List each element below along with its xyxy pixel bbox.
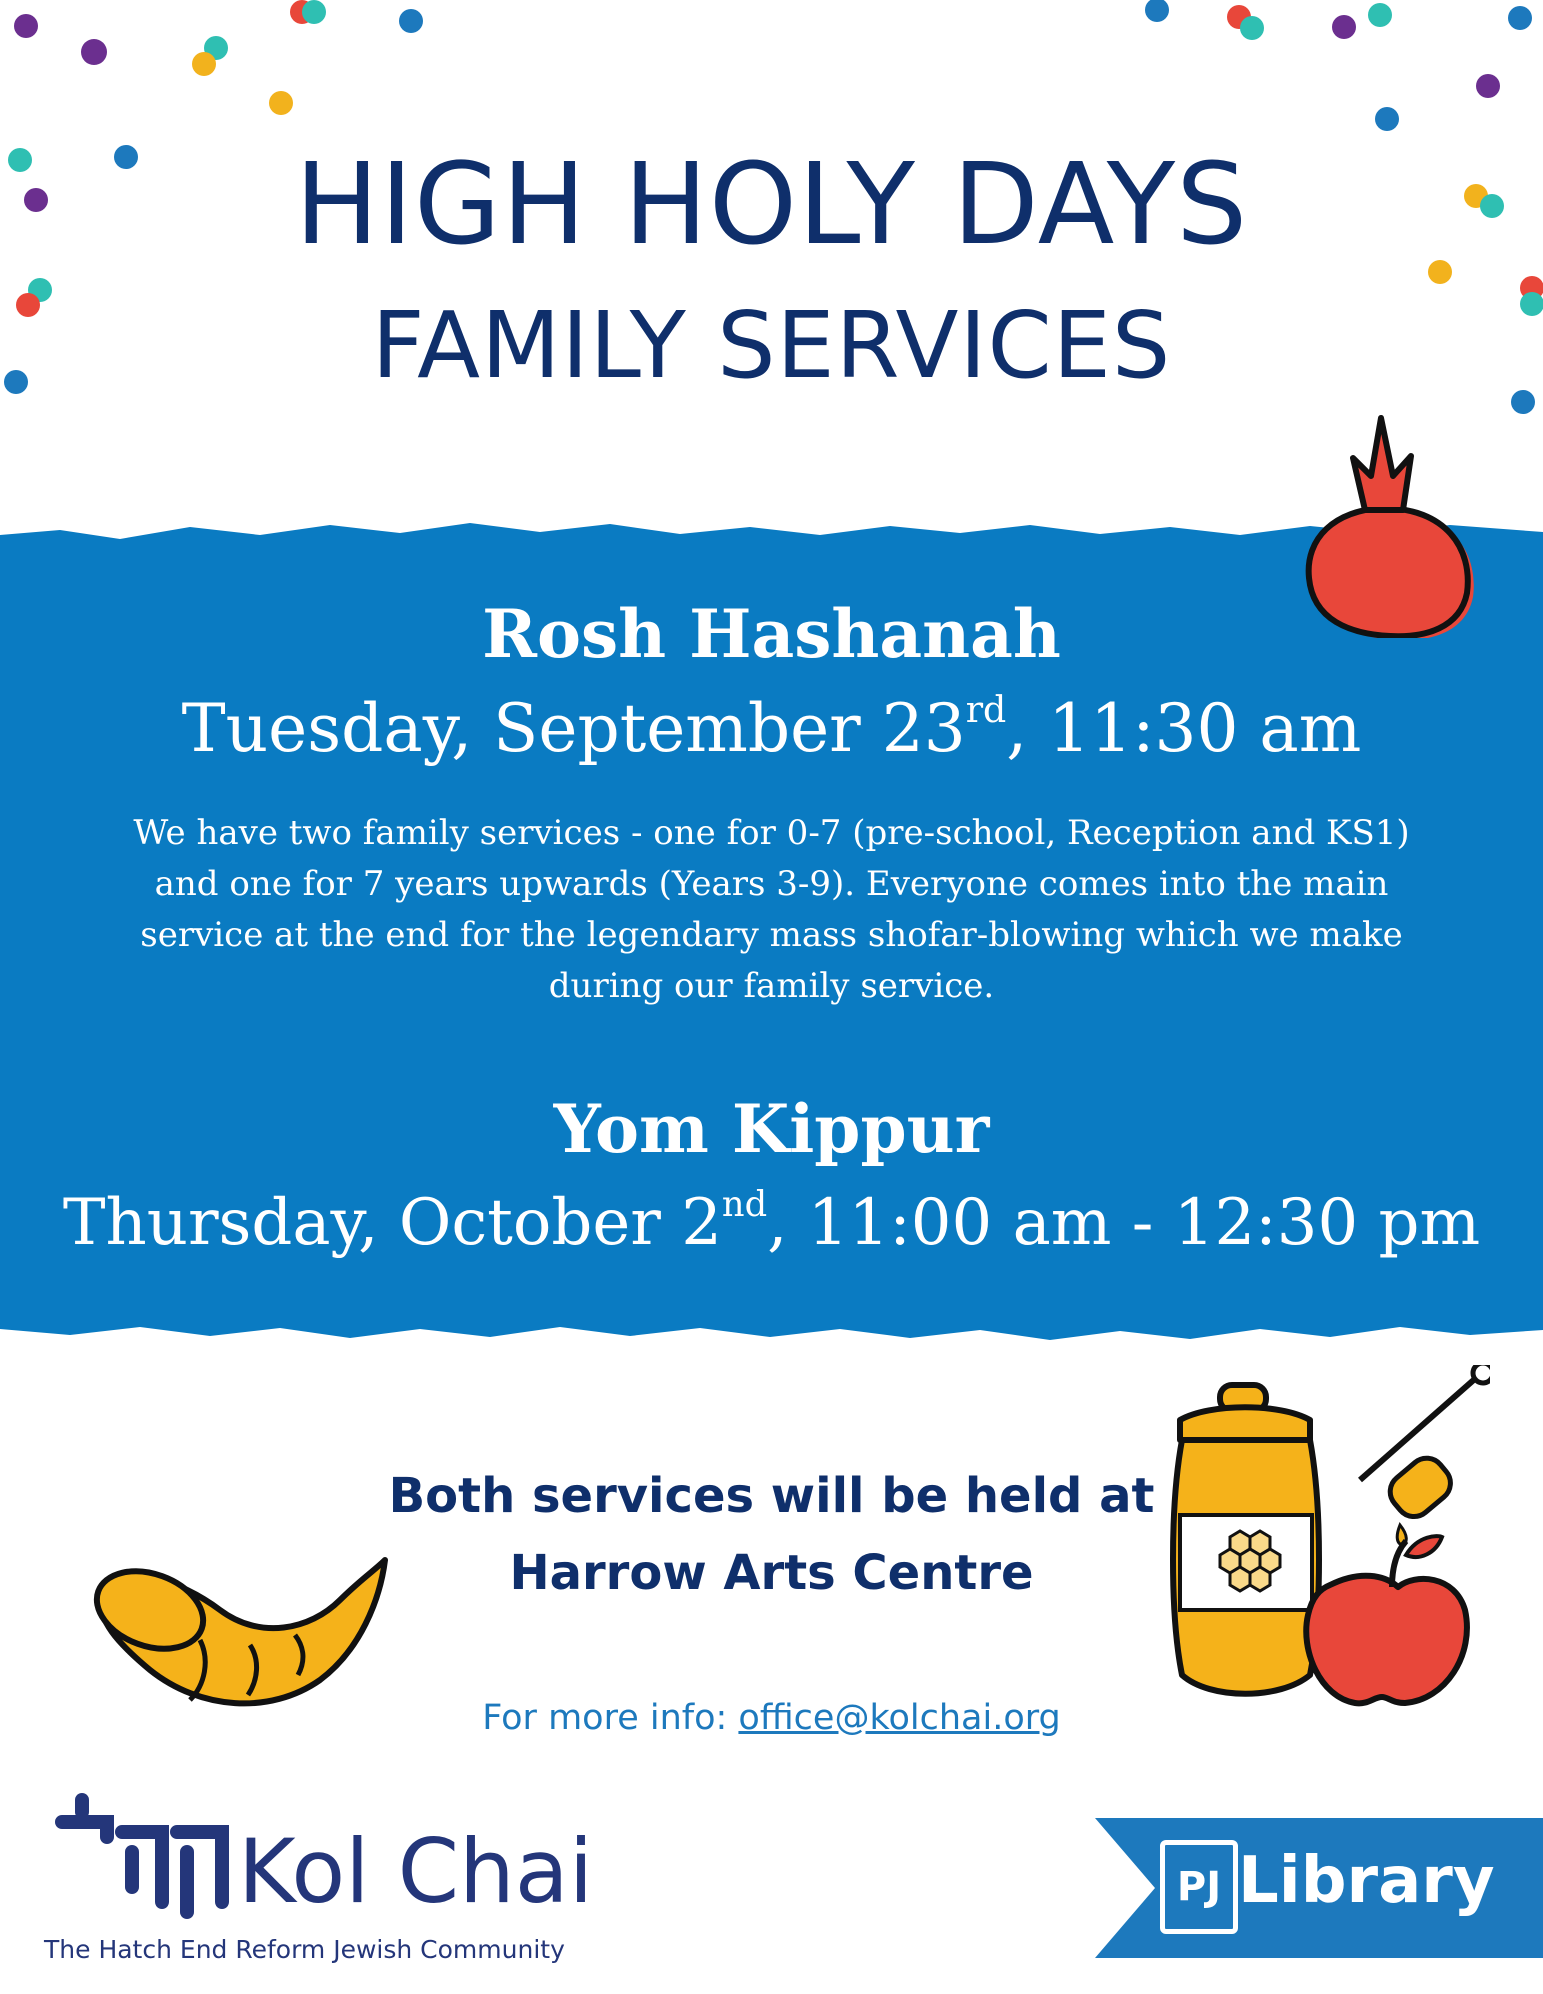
yom-kippur-date-main: Thursday, October 2 (62, 1186, 722, 1260)
kol-chai-tagline: The Hatch End Reform Jewish Community (44, 1935, 565, 1964)
kol-chai-logo-name: Kol Chai (238, 1820, 594, 1923)
yom-kippur-date-suffix: nd (721, 1183, 768, 1225)
venue-line-1: Both services will be held at (388, 1468, 1155, 1524)
pj-library-text: Library (1238, 1844, 1495, 1918)
yom-kippur-date (0, 1183, 1543, 1260)
more-info (0, 1698, 1543, 1738)
rosh-hashanah-title: Rosh Hashanah (482, 595, 1061, 673)
more-info-label: For more info: (482, 1698, 739, 1738)
apple-icon (1306, 1536, 1467, 1703)
email-link[interactable]: office@kolchai.org (738, 1698, 1061, 1738)
yom-kippur-time: , 11:00 am - 12:30 pm (767, 1186, 1481, 1260)
honey-dipper-icon (1360, 1365, 1490, 1545)
rosh-hashanah-description: We have two family services - one for 0-7 (pre-school, Reception and KS1) and one for 7 years upwards (Years 3-9). Everyone comes into the main service at the end for the legendary mass shofar-blowing which we make during our family service. (133, 813, 1410, 1006)
kol-chai-hebrew-logo-icon (52, 1792, 232, 1922)
page-subtitle: FAMILY SERVICES (371, 292, 1172, 399)
yom-kippur-title: Yom Kippur (553, 1090, 990, 1168)
honey-jar-icon (1160, 1365, 1490, 1745)
pj-library-box: PJ (1160, 1840, 1238, 1934)
rosh-hashanah-time: , 11:30 am (1006, 690, 1362, 767)
venue-line-2: Harrow Arts Centre (509, 1545, 1034, 1601)
rosh-hashanah-date-main: Tuesday, September 23 (181, 690, 966, 767)
rosh-hashanah-date-suffix: rd (965, 687, 1007, 731)
page-title: HIGH HOLY DAYS (294, 140, 1249, 270)
rosh-hashanah-date (0, 687, 1543, 767)
